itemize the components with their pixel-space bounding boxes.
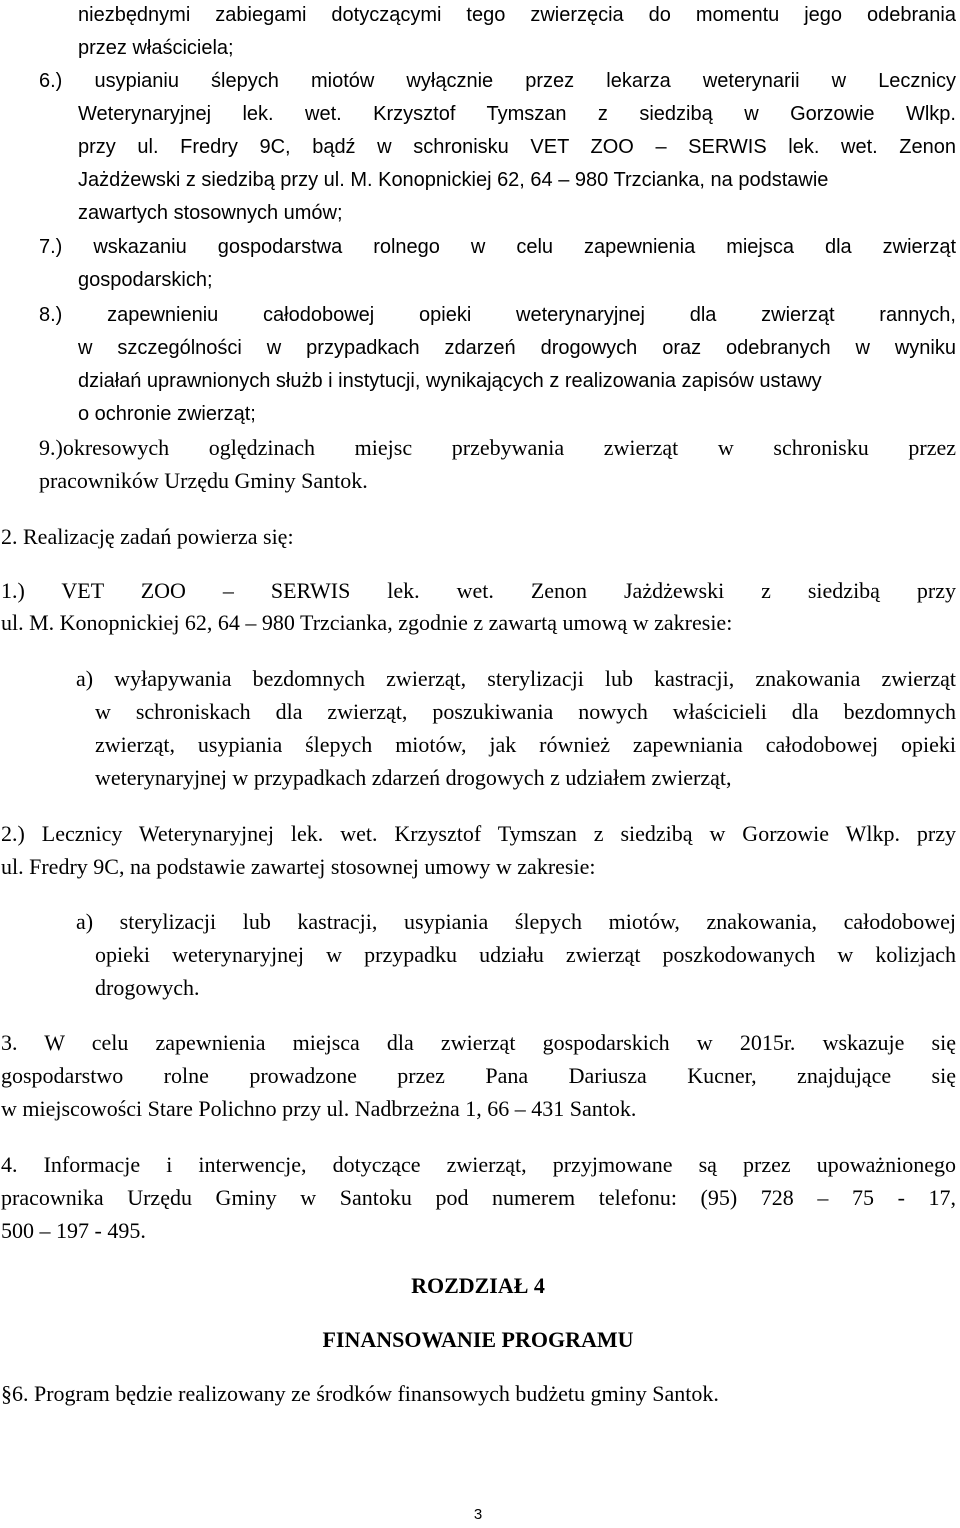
list-item-9-line-1: 9.)okresowych oględzinach miejsc przebywania zwierząt w schronisku przez xyxy=(39,435,956,460)
section-4-line-2: pracownika Urzędu Gminy w Santoku pod numerem telefonu: (95) 728 – 75 - 17, xyxy=(1,1185,956,1210)
list-item-6-line-1: 6.) usypianiu ślepych miotów wyłącznie przez lekarza weterynarii w Lecznicy xyxy=(39,70,956,92)
list-a-line-2: przez właściciela; xyxy=(78,37,234,59)
section-2-heading: 2. Realizację zadań powierza się: xyxy=(1,524,294,549)
list-item-8-line-1: 8.) zapewnieniu całodobowej opieki weterynaryjnej dla zwierząt rannych, xyxy=(39,304,956,326)
list-item-7-line-2: gospodarskich; xyxy=(78,269,213,291)
section-3-line-1: 3. W celu zapewnienia miejsca dla zwierząt gospodarskich w 2015r. wskazuje się xyxy=(1,1030,956,1055)
section-2-item-1a-line-1: a) wyłapywania bezdomnych zwierząt, sterylizacji lub kastracji, znakowania zwierząt xyxy=(76,666,956,691)
section-2-item-1-line-1: 1.) VET ZOO – SERWIS lek. wet. Zenon Jażdżewski z siedzibą przy xyxy=(1,578,956,603)
section-3-line-2: gospodarstwo rolne prowadzone przez Pana Dariusza Kucner, znajdujące się xyxy=(1,1063,956,1088)
list-item-6-line-3: przy ul. Fredry 9C, bądź w schronisku VET ZOO – SERWIS lek. wet. Zenon xyxy=(78,136,956,158)
list-item-9-line-2: pracowników Urzędu Gminy Santok. xyxy=(39,468,368,493)
section-4-line-1: 4. Informacje i interwencje, dotyczące zwierząt, przyjmowane są przez upoważnionego xyxy=(1,1152,956,1177)
section-2-item-1a-line-3: zwierząt, usypiania ślepych miotów, jak również zapewniania całodobowej opieki xyxy=(95,732,956,757)
section-4-line-3: 500 – 197 - 495. xyxy=(1,1218,146,1243)
section-2-item-2-line-2: ul. Fredry 9C, na podstawie zawartej stosownej umowy w zakresie: xyxy=(1,854,596,879)
list-item-7-line-1: 7.) wskazaniu gospodarstwa rolnego w celu zapewnienia miejsca dla zwierząt xyxy=(39,236,956,258)
list-item-6-line-5: zawartych stosownych umów; xyxy=(78,202,343,224)
chapter-number: ROZDZIAŁ 4 xyxy=(411,1273,545,1298)
list-item-6-line-2: Weterynaryjnej lek. wet. Krzysztof Tymszan z siedzibą w Gorzowie Wlkp. xyxy=(78,103,956,125)
section-2-item-1-line-2: ul. M. Konopnickiej 62, 64 – 980 Trzcianka, zgodnie z zawartą umową w zakresie: xyxy=(1,610,733,635)
list-item-8-line-2: w szczególności w przypadkach zdarzeń drogowych oraz odebranych w wyniku xyxy=(78,337,956,359)
list-a-line-1: niezbędnymi zabiegami dotyczącymi tego zwierzęcia do momentu jego odebrania xyxy=(78,4,956,26)
section-2-item-2-line-1: 2.) Lecznicy Weterynaryjnej lek. wet. Krzysztof Tymszan z siedzibą w Gorzowie Wlkp. przy xyxy=(1,821,956,846)
chapter-title: FINANSOWANIE PROGRAMU xyxy=(322,1327,634,1352)
list-item-8-line-3: działań uprawnionych służb i instytucji, wynikających z realizowania zapisów ustawy xyxy=(78,370,822,392)
list-item-8-line-4: o ochronie zwierząt; xyxy=(78,403,256,425)
section-2-item-2a-line-3: drogowych. xyxy=(95,975,200,1000)
section-2-item-1a-line-2: w schroniskach dla zwierząt, poszukiwania nowych właścicieli dla bezdomnych xyxy=(95,699,956,724)
paragraph-6: §6. Program będzie realizowany ze środków finansowych budżetu gminy Santok. xyxy=(1,1381,719,1406)
list-item-6-line-4: Jażdżewski z siedzibą przy ul. M. Konopnickiej 62, 64 – 980 Trzcianka, na podstawie xyxy=(78,169,829,191)
section-2-item-2a-line-1: a) sterylizacji lub kastracji, usypiania ślepych miotów, znakowania, całodobowej xyxy=(76,909,956,934)
section-2-item-2a-line-2: opieki weterynaryjnej w przypadku udziału zwierząt poszkodowanych w kolizjach xyxy=(95,942,956,967)
section-2-item-1a-line-4: weterynaryjnej w przypadkach zdarzeń drogowych z udziałem zwierząt, xyxy=(95,765,732,790)
page-number: 3 xyxy=(473,1506,483,1523)
section-3-line-3: w miejscowości Stare Polichno przy ul. Nadbrzeżna 1, 66 – 431 Santok. xyxy=(1,1096,637,1121)
